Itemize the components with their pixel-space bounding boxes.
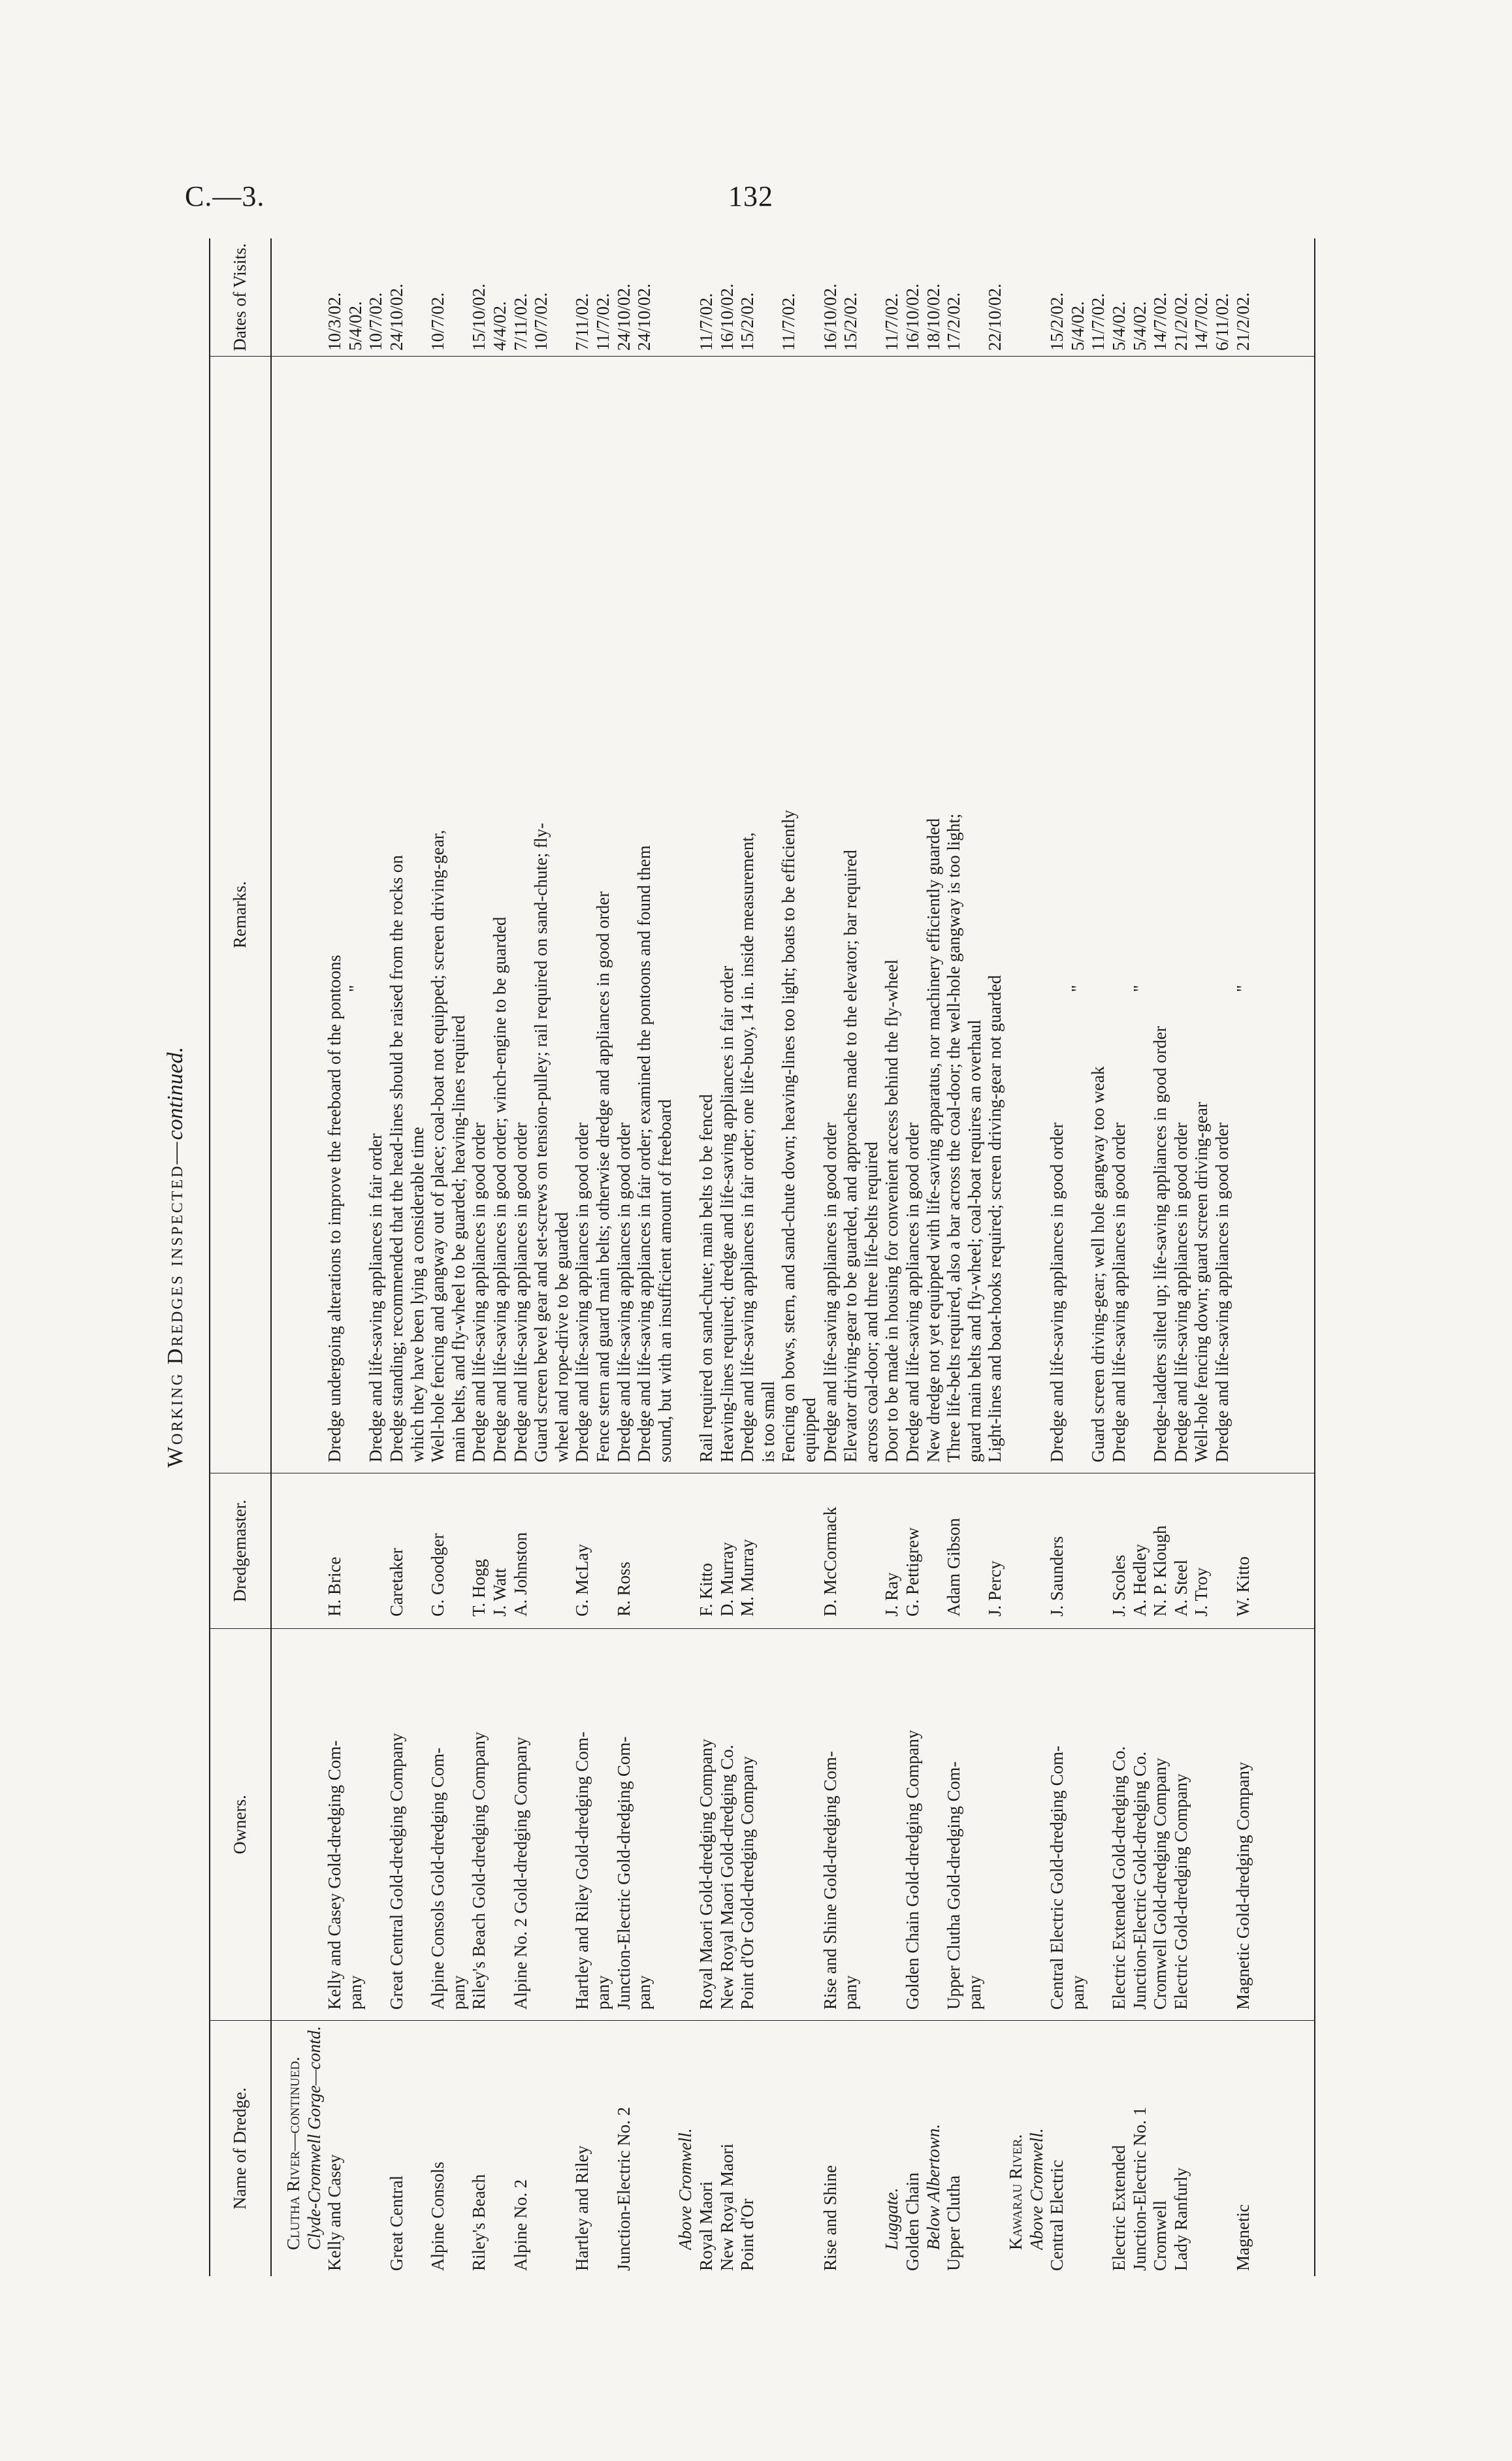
table-row <box>1109 238 1129 2276</box>
column-header-owners: Owners. <box>210 1628 270 2020</box>
dredgemaster-cell: W. Kitto <box>1232 1556 1253 1617</box>
table-row <box>985 238 1005 2276</box>
dredge-name-cell: Upper Clutha <box>944 2175 964 2271</box>
dredgemaster-cell: A. Johnston <box>510 1532 530 1617</box>
table-row <box>1130 238 1150 2276</box>
table-row <box>1150 238 1170 2276</box>
visit-date-cell: 4/4/02. <box>490 301 509 351</box>
table-row <box>1027 238 1046 2276</box>
visit-date-cell: 10/7/02. <box>428 292 448 351</box>
owner-cell: Electric Gold-dredging Company <box>1170 1773 1191 2010</box>
dredge-name-cell: Great Central <box>387 2175 406 2271</box>
remark-cell: Fencing on bows, stern, and sand-chute down; heaving-lines too light; boats to be efficiently <box>779 809 799 1462</box>
remark-cell: Guard screen driving-gear; well hole gangway too weak <box>1088 1066 1108 1462</box>
remark-cell: Well-hole fencing down; guard screen driving-gear <box>1191 1102 1212 1462</box>
table-row <box>531 238 551 2276</box>
remark-cell: sound, but with an insufficient amount of freeboard <box>654 1099 675 1462</box>
visit-date-cell: 16/10/02. <box>820 283 840 351</box>
remark-cell: guard main belts and fly-wheel; coal-boat requires an overhaul <box>964 1020 984 1462</box>
section-heading: Clyde-Cromwell Gorge—contd. <box>304 2026 324 2250</box>
table-row <box>304 238 324 2276</box>
remark-cell: Dredge and life-saving appliances in good order <box>903 1122 922 1462</box>
table-row <box>614 238 634 2276</box>
dredgemaster-cell: R. Ross <box>613 1561 634 1617</box>
table-row <box>675 238 695 2276</box>
visit-date-cell: 14/7/02. <box>1150 292 1170 351</box>
owner-cell: Great Central Gold-dredging Company <box>387 1733 406 2010</box>
dredge-name-cell: Magnetic <box>1232 2204 1253 2271</box>
remark-cell: Dredge and life-saving appliances in good order <box>469 1122 489 1462</box>
dredge-name-cell: Hartley and Riley <box>572 2146 592 2271</box>
table-row <box>428 238 447 2276</box>
caption-title: Working Dredges inspected— <box>163 1140 187 1468</box>
visit-date-cell: 11/7/02. <box>882 293 902 351</box>
remark-cell: Guard screen bevel gear and set-screws on tension-pulley; rail required on sand-chute; fly- <box>531 822 551 1462</box>
table-row <box>903 238 922 2276</box>
dredgemaster-cell: J. Ray <box>882 1572 902 1617</box>
remark-cell: Heaving-lines required; dredge and life-saving appliances in fair order <box>716 965 737 1462</box>
table-row <box>511 238 530 2276</box>
caption-continued: continued. <box>163 1046 187 1140</box>
table-row <box>1068 238 1087 2276</box>
table-row <box>1171 238 1191 2276</box>
dredgemaster-cell: G. McLay <box>572 1544 592 1617</box>
owner-cell: Magnetic Gold-dredging Company <box>1232 1761 1253 2010</box>
remark-cell: Dredge and life-saving appliances in good order <box>510 1122 530 1462</box>
visit-date-cell: 6/11/02. <box>1212 293 1232 351</box>
table-row <box>944 238 963 2276</box>
table-row <box>449 238 468 2276</box>
column-header-dredgemaster: Dredgemaster. <box>210 1473 270 1628</box>
remark-cell: Door to be made in housing for convenient access behind the fly-wheel <box>882 959 902 1462</box>
owner-cell: Riley's Beach Gold-dredging Company <box>469 1731 489 2010</box>
table-row <box>469 238 489 2276</box>
dredgemaster-cell: G. Pettigrew <box>903 1527 922 1617</box>
visit-date-cell: 11/7/02. <box>1088 293 1108 351</box>
visit-date-cell: 16/10/02. <box>903 283 922 351</box>
table-row <box>593 238 613 2276</box>
dredge-name-cell: Rise and Shine <box>820 2165 840 2271</box>
remark-cell: which they have been lying a considerable time <box>407 1127 427 1462</box>
remark-cell: Well-hole fencing and gangway out of place; coal-boat not equipped; screen driving-gear, <box>428 829 448 1462</box>
remark-cell: Dredge and life-saving appliances in good order <box>1047 1122 1067 1462</box>
owner-cell: pany <box>448 1975 468 2010</box>
owner-cell: Junction-Electric Gold-dredging Co. <box>1129 1751 1150 2010</box>
visit-date-cell: 16/10/02. <box>716 283 737 351</box>
visit-date-cell: 11/7/02. <box>593 293 613 351</box>
section-heading: Below Albertown. <box>923 2124 943 2250</box>
dredge-name-cell: New Royal Maori <box>716 2144 737 2271</box>
visit-date-cell: 11/7/02. <box>696 293 716 351</box>
visit-date-cell: 22/10/02. <box>985 283 1005 351</box>
dredgemaster-cell: Adam Gibson <box>944 1518 964 1617</box>
remark-cell: Dredge and life-saving appliances in good order <box>613 1122 634 1462</box>
table-row <box>965 238 984 2276</box>
dredgemaster-cell: J. Troy <box>1191 1567 1212 1617</box>
visit-date-cell: 5/4/02. <box>1129 301 1150 351</box>
remark-cell: Rail required on sand-chute; main belts to be fenced <box>696 1094 716 1462</box>
owner-cell: pany <box>1067 1975 1087 2010</box>
owner-cell: pany <box>964 1975 984 2010</box>
table-row <box>655 238 675 2276</box>
table-caption <box>163 238 209 2276</box>
table-row <box>346 238 365 2276</box>
visit-date-cell: 17/2/02. <box>944 292 964 351</box>
owner-cell: Cromwell Gold-dredging Company <box>1150 1758 1170 2010</box>
remark-cell: Dredge and life-saving appliances in good order; winch-engine to be guarded <box>490 916 509 1462</box>
visit-date-cell: 7/11/02. <box>572 293 592 351</box>
remark-cell: equipped <box>799 1398 819 1462</box>
remark-cell: " <box>345 984 365 992</box>
table-row <box>387 238 406 2276</box>
section-heading: Kawarau River. <box>1006 2134 1025 2250</box>
table-row <box>1047 238 1067 2276</box>
visit-date-cell: 10/3/02. <box>325 292 345 351</box>
visit-date-cell: 10/7/02. <box>366 292 386 351</box>
table-row <box>758 238 778 2276</box>
visit-date-cell: 10/7/02. <box>531 292 551 351</box>
section-heading: Above Cromwell. <box>1026 2128 1046 2250</box>
table-row <box>820 238 840 2276</box>
table-row <box>717 238 737 2276</box>
dredgemaster-cell: A. Hedley <box>1129 1544 1150 1617</box>
table-row <box>1191 238 1211 2276</box>
dredge-name-cell: Lady Ranfurly <box>1170 2167 1191 2271</box>
remark-cell: Dredge and life-saving appliances in good order <box>572 1122 592 1462</box>
remark-cell: " <box>1129 984 1150 992</box>
owner-cell: Alpine No. 2 Gold-dredging Company <box>510 1737 530 2010</box>
table-row <box>572 238 592 2276</box>
section-heading: Clutha River—continued. <box>283 2056 303 2250</box>
table-row <box>696 238 716 2276</box>
remark-cell: Three life-belts required, also a bar across the coal-door; the well-hole gangway is too light; <box>944 813 964 1462</box>
remark-cell: Dredge and life-saving appliances in fair order <box>366 1133 386 1462</box>
dredge-name-cell: Central Electric <box>1047 2159 1067 2271</box>
owner-cell: Kelly and Casey Gold-dredging Com- <box>325 1740 345 2010</box>
dredgemaster-cell: Caretaker <box>387 1548 406 1617</box>
remark-cell: Dredge and life-saving appliances in fair order; one life-buoy, 14 in. inside measurement, <box>737 832 758 1462</box>
column-header-dates: Dates of Visits. <box>230 243 250 351</box>
table-row <box>366 238 385 2276</box>
table-row <box>737 238 757 2276</box>
remark-cell: Dredge and life-saving appliances in good order <box>1212 1122 1232 1462</box>
owner-cell: Royal Maori Gold-dredging Company <box>696 1739 716 2010</box>
visit-date-cell: 24/10/02. <box>387 283 406 351</box>
owner-cell: pany <box>593 1975 613 2010</box>
page-number: 132 <box>728 180 773 212</box>
visit-date-cell: 21/2/02. <box>1170 292 1191 351</box>
remark-cell: Dredge standing; recommended that the head-lines should be raised from the rocks on <box>387 855 406 1462</box>
table-row <box>552 238 571 2276</box>
remark-cell: " <box>1232 984 1253 992</box>
dredgemaster-cell: A. Steel <box>1170 1560 1191 1617</box>
visit-date-cell: 15/2/02. <box>1047 292 1067 351</box>
dredgemaster-cell: D. Murray <box>716 1542 737 1617</box>
dredge-name-cell: Royal Maori <box>696 2181 716 2271</box>
dredge-name-cell: Alpine No. 2 <box>510 2179 530 2271</box>
table-row <box>490 238 509 2276</box>
remark-cell: Dredge undergoing alterations to improve the freeboard of the pontoons <box>325 954 345 1462</box>
remark-cell: Elevator driving-gear to be guarded, and approaches made to the elevator; bar required <box>841 850 861 1462</box>
remark-cell: Dredge and life-saving appliances in good order <box>820 1122 840 1462</box>
remark-cell: wheel and rope-drive to be guarded <box>551 1212 571 1462</box>
table-row <box>1233 238 1253 2276</box>
page-reference: C.—3. <box>185 180 265 212</box>
remark-cell: main belts, and fly-wheel to be guarded; heaving-lines required <box>448 1015 468 1462</box>
dredgemaster-cell: J. Scoles <box>1109 1554 1129 1617</box>
owner-cell: pany <box>841 1975 861 2010</box>
table-row <box>325 238 344 2276</box>
visit-date-cell: 5/4/02. <box>345 301 365 351</box>
visit-date-cell: 5/4/02. <box>1067 301 1087 351</box>
dredgemaster-cell: G. Goodger <box>428 1533 448 1617</box>
dredgemaster-cell: N. P. Klough <box>1150 1525 1170 1617</box>
table-row <box>283 238 303 2276</box>
remark-cell: Light-lines and boat-hooks required; screen driving-gear not guarded <box>985 974 1005 1462</box>
dredgemaster-cell: H. Brice <box>325 1556 345 1617</box>
table-row <box>799 238 819 2276</box>
remark-cell: Dredge-ladders silted up; life-saving appliances in good order <box>1150 1025 1170 1462</box>
visit-date-cell: 5/4/02. <box>1109 301 1129 351</box>
owner-cell: Rise and Shine Gold-dredging Com- <box>820 1751 840 2010</box>
remark-cell: is too small <box>758 1381 778 1462</box>
owner-cell: Electric Extended Gold-dredging Co. <box>1109 1746 1129 2010</box>
dredge-name-cell: Junction-Electric No. 2 <box>613 2106 634 2271</box>
dredge-name-cell: Point d'Or <box>737 2198 758 2271</box>
owner-cell: pany <box>634 1975 654 2010</box>
visit-date-cell: 24/10/02. <box>634 283 654 351</box>
dredgemaster-cell: J. Watt <box>490 1568 509 1617</box>
table-row <box>408 238 427 2276</box>
table-row <box>924 238 943 2276</box>
visit-date-cell: 15/2/02. <box>841 292 861 351</box>
section-heading: Above Cromwell. <box>675 2128 696 2250</box>
table-header-row <box>210 238 272 2276</box>
owner-cell: pany <box>345 1975 365 2010</box>
table-row <box>779 238 798 2276</box>
dredges-table <box>209 238 1315 2276</box>
table-row <box>861 238 881 2276</box>
remark-cell: across coal-door; and three life-belts required <box>861 1141 881 1462</box>
dredge-name-cell: Kelly and Casey <box>325 2154 345 2271</box>
owner-cell: Alpine Consols Gold-dredging Com- <box>428 1747 448 2010</box>
dredgemaster-cell: D. McCormack <box>820 1507 840 1617</box>
dredge-name-cell: Cromwell <box>1150 2200 1170 2271</box>
dredge-name-cell: Alpine Consols <box>428 2161 448 2271</box>
owner-cell: Junction-Electric Gold-dredging Com- <box>613 1736 634 2010</box>
table-row <box>634 238 654 2276</box>
visit-date-cell: 24/10/02. <box>613 283 634 351</box>
owner-cell: Central Electric Gold-dredging Com- <box>1047 1745 1067 2010</box>
remark-cell: Dredge and life-saving appliances in good order <box>1109 1122 1129 1462</box>
column-header-name: Name of Dredge. <box>210 2020 270 2276</box>
dredgemaster-cell: J. Percy <box>985 1560 1005 1617</box>
dredgemaster-cell: M. Murray <box>737 1539 758 1617</box>
remark-cell: " <box>1067 984 1087 992</box>
owner-cell: Point d'Or Gold-dredging Company <box>737 1756 758 2010</box>
owner-cell: New Royal Maori Gold-dredging Co. <box>716 1745 737 2010</box>
dredgemaster-cell: J. Saunders <box>1047 1536 1067 1617</box>
remark-cell: Dredge and life-saving appliances in good order <box>1170 1122 1191 1462</box>
table-row <box>1088 238 1108 2276</box>
visit-date-cell: 11/7/02. <box>779 293 799 351</box>
section-heading: Luggate. <box>882 2187 902 2250</box>
dredge-name-cell: Electric Extended <box>1109 2145 1129 2271</box>
visit-date-cell: 15/2/02. <box>737 292 758 351</box>
visit-date-cell: 18/10/02. <box>923 283 943 351</box>
table-row <box>1006 238 1025 2276</box>
table-row <box>841 238 860 2276</box>
remark-cell: Dredge and life-saving appliances in fair order; examined the pontoons and found them <box>634 845 654 1462</box>
owner-cell: Hartley and Riley Gold-dredging Com- <box>572 1731 592 2010</box>
visit-date-cell: 7/11/02. <box>510 293 530 351</box>
dredge-name-cell: Riley's Beach <box>469 2174 489 2271</box>
dredgemaster-cell: F. Kitto <box>696 1563 716 1617</box>
table-row <box>882 238 901 2276</box>
remark-cell: New dredge not yet equipped with life-saving apparatus, nor machinery efficiently guarded <box>923 818 943 1462</box>
column-header-remarks: Remarks. <box>210 356 270 1473</box>
rotated-table-block <box>163 238 1313 2276</box>
visit-date-cell: 21/2/02. <box>1232 292 1253 351</box>
owner-cell: Upper Clutha Gold-dredging Com- <box>944 1761 964 2010</box>
dredge-name-cell: Golden Chain <box>903 2172 922 2271</box>
visit-date-cell: 14/7/02. <box>1191 292 1212 351</box>
owner-cell: Golden Chain Gold-dredging Company <box>903 1729 922 2010</box>
dredge-name-cell: Junction-Electric No. 1 <box>1129 2106 1150 2271</box>
remark-cell: Fence stern and guard main belts; otherwise dredge and appliances in good order <box>593 891 613 1462</box>
dredgemaster-cell: T. Hogg <box>469 1559 489 1617</box>
table-row <box>1212 238 1232 2276</box>
visit-date-cell: 15/10/02. <box>469 283 489 351</box>
